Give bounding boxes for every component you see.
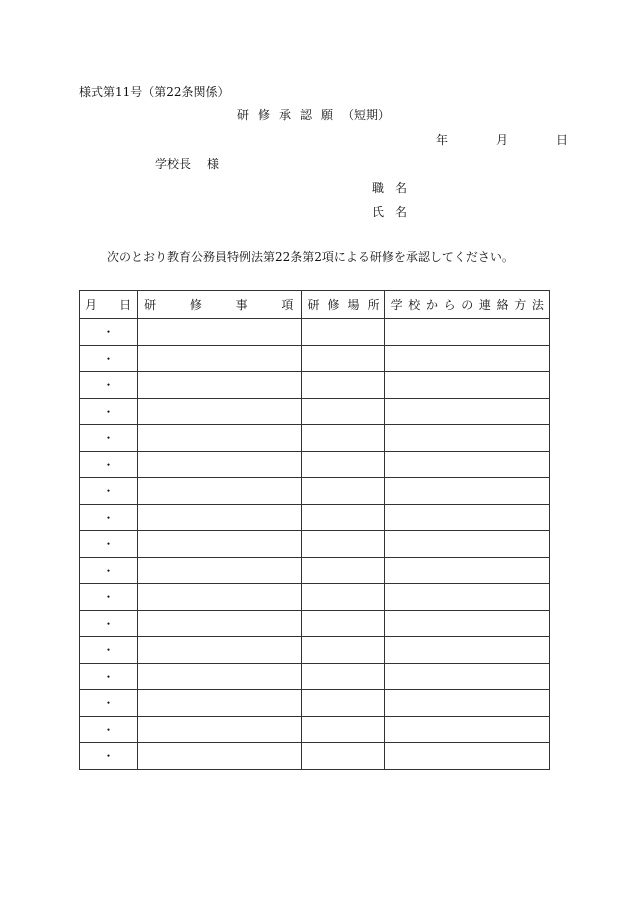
date-day-label: 日 xyxy=(556,133,569,147)
table-row xyxy=(80,610,550,637)
training-place-cell[interactable] xyxy=(302,425,384,452)
header-place-char: 場 xyxy=(347,298,360,312)
table-row xyxy=(80,504,550,531)
contact-method-cell[interactable] xyxy=(384,319,549,346)
date-cell[interactable]: ・ xyxy=(80,531,138,558)
date-cell[interactable]: ・ xyxy=(80,478,138,505)
addressee-honorific: 様 xyxy=(207,157,220,171)
contact-method-cell[interactable] xyxy=(384,743,549,770)
training-item-cell[interactable] xyxy=(138,663,302,690)
date-cell[interactable]: ・ xyxy=(80,345,138,372)
header-item-char: 項 xyxy=(281,298,294,312)
header-place-char: 所 xyxy=(367,298,380,312)
date-cell[interactable]: ・ xyxy=(80,690,138,717)
date-cell[interactable]: ・ xyxy=(80,319,138,346)
contact-method-cell[interactable] xyxy=(384,372,549,399)
header-contact-char: か xyxy=(425,298,438,312)
training-place-cell[interactable] xyxy=(302,504,384,531)
training-item-cell[interactable] xyxy=(138,372,302,399)
header-place-char: 修 xyxy=(327,298,340,312)
table-row xyxy=(80,478,550,505)
training-item-cell[interactable] xyxy=(138,451,302,478)
contact-method-cell[interactable] xyxy=(384,637,549,664)
training-item-cell[interactable] xyxy=(138,531,302,558)
table-row xyxy=(80,743,550,770)
header-contact-char: ら xyxy=(443,298,456,312)
date-cell[interactable]: ・ xyxy=(80,663,138,690)
document-title-sub: （短期） xyxy=(342,108,391,122)
contact-method-cell[interactable] xyxy=(384,610,549,637)
table-row xyxy=(80,319,550,346)
training-place-cell[interactable] xyxy=(302,398,384,425)
training-place-cell[interactable] xyxy=(302,663,384,690)
contact-method-cell[interactable] xyxy=(384,531,549,558)
header-training-place xyxy=(302,291,384,319)
date-cell[interactable]: ・ xyxy=(80,451,138,478)
header-date xyxy=(80,291,138,319)
name-label: 氏名 xyxy=(372,205,419,219)
training-place-cell[interactable] xyxy=(302,743,384,770)
date-line xyxy=(436,131,568,148)
table-row xyxy=(80,372,550,399)
training-place-cell[interactable] xyxy=(302,372,384,399)
date-cell[interactable]: ・ xyxy=(80,398,138,425)
training-item-cell[interactable] xyxy=(138,398,302,425)
header-date-char: 月 xyxy=(85,298,98,312)
header-place-char: 研 xyxy=(307,298,320,312)
contact-method-cell[interactable] xyxy=(384,504,549,531)
header-training-item xyxy=(138,291,302,319)
training-item-cell[interactable] xyxy=(138,690,302,717)
training-item-cell[interactable] xyxy=(138,478,302,505)
training-item-cell[interactable] xyxy=(138,637,302,664)
training-place-cell[interactable] xyxy=(302,584,384,611)
date-year-label: 年 xyxy=(436,133,449,147)
training-item-cell[interactable] xyxy=(138,319,302,346)
training-place-cell[interactable] xyxy=(302,690,384,717)
table-header-row xyxy=(80,291,550,319)
training-place-cell[interactable] xyxy=(302,451,384,478)
training-place-cell[interactable] xyxy=(302,531,384,558)
table-body xyxy=(80,319,550,770)
addressee-name: 学校長 xyxy=(155,157,192,171)
contact-method-cell[interactable] xyxy=(384,557,549,584)
header-contact-char: 絡 xyxy=(496,298,509,312)
table-row xyxy=(80,637,550,664)
date-cell[interactable]: ・ xyxy=(80,584,138,611)
date-cell[interactable]: ・ xyxy=(80,637,138,664)
table-row xyxy=(80,716,550,743)
training-item-cell[interactable] xyxy=(138,345,302,372)
position-label: 職名 xyxy=(372,181,419,195)
date-cell[interactable]: ・ xyxy=(80,504,138,531)
header-contact-char: 校 xyxy=(408,298,421,312)
header-date-char: 日 xyxy=(119,298,132,312)
contact-method-cell[interactable] xyxy=(384,345,549,372)
table-row xyxy=(80,557,550,584)
table-row xyxy=(80,663,550,690)
date-cell[interactable]: ・ xyxy=(80,716,138,743)
table-row xyxy=(80,425,550,452)
header-item-char: 修 xyxy=(189,298,202,312)
training-item-cell[interactable] xyxy=(138,557,302,584)
training-item-cell[interactable] xyxy=(138,504,302,531)
training-item-cell[interactable] xyxy=(138,425,302,452)
header-item-char: 事 xyxy=(235,298,248,312)
training-item-cell[interactable] xyxy=(138,584,302,611)
header-contact-char: 学 xyxy=(390,298,403,312)
header-contact-char: 法 xyxy=(531,298,544,312)
addressee xyxy=(155,155,219,172)
document-title-main: 研修承認願 xyxy=(237,108,343,122)
date-cell[interactable]: ・ xyxy=(80,372,138,399)
training-place-cell[interactable] xyxy=(302,637,384,664)
date-cell[interactable]: ・ xyxy=(80,743,138,770)
date-month-label: 月 xyxy=(496,133,509,147)
table-row xyxy=(80,451,550,478)
header-item-char: 研 xyxy=(144,298,157,312)
training-item-cell[interactable] xyxy=(138,743,302,770)
date-cell[interactable]: ・ xyxy=(80,610,138,637)
header-contact-method xyxy=(384,291,549,319)
training-table xyxy=(79,290,550,770)
date-cell[interactable]: ・ xyxy=(80,557,138,584)
form-number: 様式第11号（第22条関係） xyxy=(79,85,230,99)
training-place-cell[interactable] xyxy=(302,319,384,346)
training-place-cell[interactable] xyxy=(302,345,384,372)
training-place-cell[interactable] xyxy=(302,716,384,743)
contact-method-cell[interactable] xyxy=(384,451,549,478)
contact-method-cell[interactable] xyxy=(384,690,549,717)
header-contact-char: の xyxy=(461,298,474,312)
contact-method-cell[interactable] xyxy=(384,716,549,743)
date-cell[interactable]: ・ xyxy=(80,425,138,452)
request-text: 次のとおり教育公務員特例法第22条第2項による研修を承認してください。 xyxy=(107,250,514,264)
training-place-cell[interactable] xyxy=(302,610,384,637)
training-place-cell[interactable] xyxy=(302,478,384,505)
table-row xyxy=(80,690,550,717)
document-title xyxy=(237,106,390,123)
header-contact-char: 連 xyxy=(478,298,491,312)
header-contact-char: 方 xyxy=(514,298,527,312)
contact-method-cell[interactable] xyxy=(384,663,549,690)
contact-method-cell[interactable] xyxy=(384,584,549,611)
table-row xyxy=(80,584,550,611)
training-item-cell[interactable] xyxy=(138,716,302,743)
training-item-cell[interactable] xyxy=(138,610,302,637)
contact-method-cell[interactable] xyxy=(384,478,549,505)
training-place-cell[interactable] xyxy=(302,557,384,584)
table-row xyxy=(80,345,550,372)
table-row xyxy=(80,398,550,425)
contact-method-cell[interactable] xyxy=(384,398,549,425)
contact-method-cell[interactable] xyxy=(384,425,549,452)
table-row xyxy=(80,531,550,558)
